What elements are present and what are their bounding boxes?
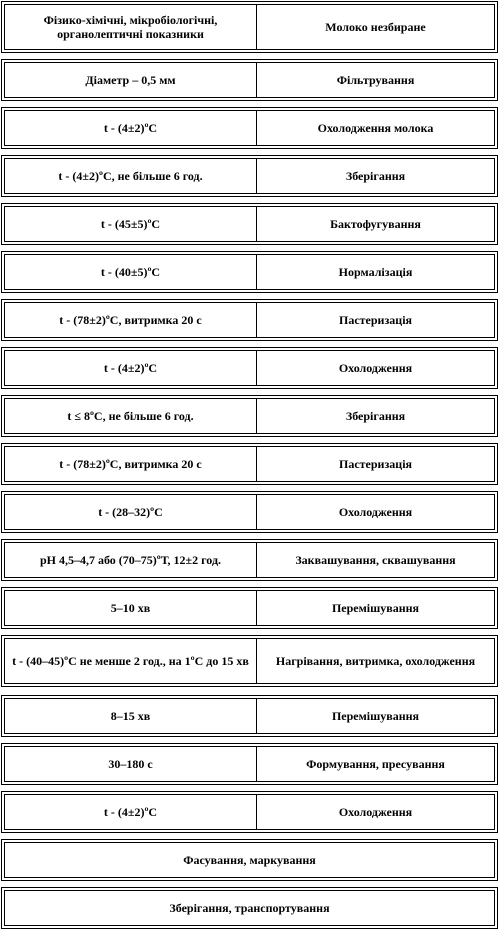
process-step-row xyxy=(4,350,495,386)
process-step-row xyxy=(4,62,495,98)
step-parameters: t - (4±2)ºС xyxy=(5,111,257,145)
step-operation: Перемішування xyxy=(331,601,420,615)
process-step-row xyxy=(4,302,495,338)
step-operation: Охолодження xyxy=(338,505,413,519)
step-operation: Фільтрування xyxy=(336,73,415,87)
process-step-row xyxy=(4,158,495,194)
process-step-row xyxy=(4,746,495,782)
process-step-row xyxy=(4,206,495,242)
step-parameters: t - (78±2)ºС, витримка 20 с xyxy=(5,447,257,481)
step-parameters: 8–15 хв xyxy=(5,699,257,733)
step-operation: Охолодження xyxy=(338,361,413,375)
step-operation: Пастеризація xyxy=(338,313,413,327)
step-parameters: t ≤ 8ºС, не більше 6 год. xyxy=(5,399,257,433)
step-parameters: 5–10 хв xyxy=(5,591,257,625)
step-operation: Пастеризація xyxy=(338,457,413,471)
step-parameters: t - (4±2)ºС, не більше 6 год. xyxy=(5,159,257,193)
process-final-row xyxy=(4,842,495,878)
step-parameters: pH 4,5–4,7 або (70–75)ºТ, 12±2 год. xyxy=(5,543,257,577)
step-parameters: t - (45±5)ºС xyxy=(5,207,257,241)
step-operation: Зберігання xyxy=(345,169,406,183)
process-step-row xyxy=(4,494,495,530)
process-step-row xyxy=(4,398,495,434)
process-step-row xyxy=(4,254,495,290)
step-operation: Нагрівання, витримка, охолодження xyxy=(275,654,476,668)
process-final-row xyxy=(4,890,495,926)
process-step-row xyxy=(4,638,495,684)
step-operation: Бактофугування xyxy=(330,217,421,231)
step-parameters: Фізико-хімічні, мікробіологічні, органолептичні показники xyxy=(5,5,257,49)
step-parameters: 30–180 с xyxy=(5,747,257,781)
step-operation: Нормалізація xyxy=(338,265,413,279)
step-operation: Охолодження xyxy=(338,805,413,819)
step-operation: Перемішування xyxy=(331,709,420,723)
step-operation: Молоко незбиране xyxy=(325,20,426,34)
final-operation: Зберігання, транспортування xyxy=(169,901,330,915)
step-parameters: t - (4±2)ºС xyxy=(5,795,257,829)
step-operation: Заквашування, сквашування xyxy=(295,553,456,567)
step-parameters: t - (4±2)ºС xyxy=(5,351,257,385)
step-parameters: Діаметр – 0,5 мм xyxy=(5,63,257,97)
step-parameters: t - (28–32)ºС xyxy=(5,495,257,529)
process-step-row xyxy=(4,794,495,830)
process-step-row xyxy=(4,446,495,482)
process-step-row xyxy=(4,698,495,734)
step-operation: Охолодження молока xyxy=(317,121,434,135)
step-operation: Формування, пресування xyxy=(306,757,445,771)
process-step-row xyxy=(4,542,495,578)
process-step-row xyxy=(4,110,495,146)
step-parameters: t - (40–45)ºС не менше 2 год., на 1ºС до 15 хв xyxy=(5,639,257,683)
final-operation: Фасування, маркування xyxy=(183,853,316,867)
step-operation: Зберігання xyxy=(345,409,406,423)
step-parameters: t - (40±5)ºС xyxy=(5,255,257,289)
process-step-row xyxy=(4,590,495,626)
process-step-row xyxy=(4,4,495,50)
step-parameters: t - (78±2)ºС, витримка 20 с xyxy=(5,303,257,337)
